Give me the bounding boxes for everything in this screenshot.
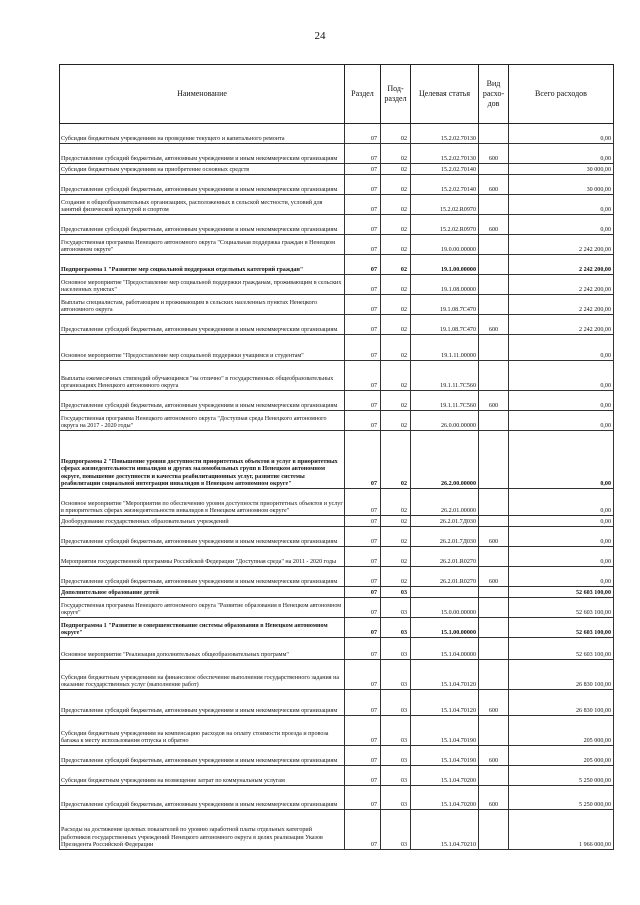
row-subsection: 03 bbox=[381, 598, 411, 618]
row-name: Основное мероприятие "Мероприятия по обеспечению уровня доступности приоритетных объектов и услуг в приоритетных сферах жизнедеятельности инвалидов в Ненецком автономном округе" bbox=[60, 489, 345, 516]
row-kind bbox=[479, 124, 509, 144]
row-name: Субсидии бюджетным учреждениям на компенсацию расходов на оплату стоимости проезда и провоза багажа к месту использования отпуска и обратно bbox=[60, 716, 345, 746]
row-amount: 0,00 bbox=[509, 391, 614, 411]
row-section: 07 bbox=[345, 315, 381, 335]
row-name: Предоставление субсидий бюджетным, автономным учреждениям и иным некоммерческим организациям bbox=[60, 746, 345, 766]
row-name: Субсидии бюджетным учреждениям на возмещение затрат по коммунальным услугам bbox=[60, 766, 345, 786]
row-section: 07 bbox=[345, 660, 381, 690]
row-amount: 0,00 bbox=[509, 527, 614, 547]
row-section: 07 bbox=[345, 335, 381, 361]
row-amount: 5 250 000,00 bbox=[509, 766, 614, 786]
row-section: 07 bbox=[345, 235, 381, 255]
budget-table bbox=[59, 64, 614, 850]
row-target: 15.1.04.70210 bbox=[411, 810, 479, 850]
row-subsection: 03 bbox=[381, 746, 411, 766]
row-kind: 600 bbox=[479, 690, 509, 716]
row-amount: 0,00 bbox=[509, 547, 614, 567]
row-section: 07 bbox=[345, 516, 381, 527]
row-target: 19.1.08.00000 bbox=[411, 275, 479, 295]
row-subsection: 03 bbox=[381, 716, 411, 746]
table-row bbox=[60, 746, 614, 766]
row-subsection: 02 bbox=[381, 489, 411, 516]
row-section: 07 bbox=[345, 431, 381, 489]
row-target: 15.1.04.70200 bbox=[411, 786, 479, 810]
row-target: 15.0.00.00000 bbox=[411, 598, 479, 618]
row-name: Предоставление субсидий бюджетным, автономным учреждениям и иным некоммерческим организациям bbox=[60, 391, 345, 411]
row-section: 07 bbox=[345, 489, 381, 516]
row-amount: 1 966 000,00 bbox=[509, 810, 614, 850]
row-subsection: 02 bbox=[381, 124, 411, 144]
row-subsection: 03 bbox=[381, 638, 411, 660]
row-target: 15.1.04.00000 bbox=[411, 638, 479, 660]
row-amount: 30 000,00 bbox=[509, 175, 614, 195]
row-name: Дополнительное образование детей bbox=[60, 587, 345, 598]
row-subsection: 03 bbox=[381, 786, 411, 810]
table-row bbox=[60, 411, 614, 431]
row-subsection: 02 bbox=[381, 431, 411, 489]
table-row bbox=[60, 315, 614, 335]
table-row bbox=[60, 164, 614, 175]
row-section: 07 bbox=[345, 295, 381, 315]
row-section: 07 bbox=[345, 275, 381, 295]
table-row bbox=[60, 587, 614, 598]
row-section: 07 bbox=[345, 786, 381, 810]
row-target: 19.1.08.7С470 bbox=[411, 295, 479, 315]
row-kind: 600 bbox=[479, 527, 509, 547]
row-name: Предоставление субсидий бюджетным, автономным учреждениям и иным некоммерческим организациям bbox=[60, 315, 345, 335]
row-section: 07 bbox=[345, 361, 381, 391]
row-amount: 30 000,00 bbox=[509, 164, 614, 175]
table-row bbox=[60, 547, 614, 567]
row-target: 26.2.01.7Д030 bbox=[411, 527, 479, 547]
row-name: Предоставление субсидий бюджетным, автономным учреждениям и иным некоммерческим организациям bbox=[60, 175, 345, 195]
row-name: Предоставление субсидий бюджетным, автономным учреждениям и иным некоммерческим организациям bbox=[60, 527, 345, 547]
row-target: 15.2.02.R0970 bbox=[411, 215, 479, 235]
row-subsection: 02 bbox=[381, 391, 411, 411]
row-amount: 5 250 000,00 bbox=[509, 786, 614, 810]
row-kind bbox=[479, 275, 509, 295]
table-row bbox=[60, 361, 614, 391]
row-name: Предоставление субсидий бюджетным, автономным учреждениям и иным некоммерческим организациям bbox=[60, 215, 345, 235]
header-kind: Вид расхо-дов bbox=[479, 65, 509, 124]
table-row bbox=[60, 598, 614, 618]
row-kind: 600 bbox=[479, 746, 509, 766]
row-target: 19.1.11.00000 bbox=[411, 335, 479, 361]
row-name: Предоставление субсидий бюджетным, автономным учреждениям и иным некоммерческим организациям bbox=[60, 690, 345, 716]
row-subsection: 02 bbox=[381, 164, 411, 175]
row-section: 07 bbox=[345, 638, 381, 660]
row-name: Подпрограмма 1 "Развитие мер социальной поддержки отдельных категорий граждан" bbox=[60, 255, 345, 275]
row-section: 07 bbox=[345, 124, 381, 144]
row-section: 07 bbox=[345, 411, 381, 431]
row-section: 07 bbox=[345, 195, 381, 215]
row-kind bbox=[479, 660, 509, 690]
row-section: 07 bbox=[345, 690, 381, 716]
row-target: 19.0.00.00000 bbox=[411, 235, 479, 255]
row-kind bbox=[479, 335, 509, 361]
row-amount: 0,00 bbox=[509, 567, 614, 587]
row-kind: 600 bbox=[479, 144, 509, 164]
row-kind bbox=[479, 411, 509, 431]
row-kind: 600 bbox=[479, 175, 509, 195]
row-amount: 0,00 bbox=[509, 489, 614, 516]
row-kind: 600 bbox=[479, 786, 509, 810]
row-target: 26.2.00.00000 bbox=[411, 431, 479, 489]
row-subsection: 03 bbox=[381, 690, 411, 716]
row-name: Выплаты ежемесячных стипендий обучающимся "на отлично" в государственных общеобразовательных организациях Ненецкого автономного округа bbox=[60, 361, 345, 391]
row-subsection: 02 bbox=[381, 215, 411, 235]
row-subsection: 02 bbox=[381, 361, 411, 391]
row-amount: 2 242 200,00 bbox=[509, 315, 614, 335]
table-row bbox=[60, 215, 614, 235]
row-target: 15.1.04.70120 bbox=[411, 690, 479, 716]
row-amount: 0,00 bbox=[509, 361, 614, 391]
row-section: 07 bbox=[345, 527, 381, 547]
row-name: Предоставление субсидий бюджетным, автономным учреждениям и иным некоммерческим организациям bbox=[60, 144, 345, 164]
row-amount: 205 000,00 bbox=[509, 746, 614, 766]
row-target: 26.2.01.R0270 bbox=[411, 567, 479, 587]
row-section: 07 bbox=[345, 547, 381, 567]
row-subsection: 02 bbox=[381, 527, 411, 547]
table-row bbox=[60, 516, 614, 527]
row-kind: 600 bbox=[479, 567, 509, 587]
row-target: 26.2.01.R0270 bbox=[411, 547, 479, 567]
row-section: 07 bbox=[345, 587, 381, 598]
row-amount: 26 830 100,00 bbox=[509, 690, 614, 716]
row-subsection: 02 bbox=[381, 547, 411, 567]
row-section: 07 bbox=[345, 255, 381, 275]
row-kind bbox=[479, 164, 509, 175]
row-name: Подпрограмма 1 "Развитие и совершенствование системы образования в Ненецком автономном округе" bbox=[60, 618, 345, 638]
header-section: Раздел bbox=[345, 65, 381, 124]
row-amount: 0,00 bbox=[509, 195, 614, 215]
row-kind bbox=[479, 431, 509, 489]
row-subsection: 02 bbox=[381, 411, 411, 431]
table-row bbox=[60, 810, 614, 850]
row-kind bbox=[479, 547, 509, 567]
table-row bbox=[60, 431, 614, 489]
row-section: 07 bbox=[345, 618, 381, 638]
row-name: Основное мероприятие "Предоставление мер социальной поддержки гражданам, проживающим в сельских населенных пунктах" bbox=[60, 275, 345, 295]
table-row bbox=[60, 716, 614, 746]
table-row bbox=[60, 618, 614, 638]
row-subsection: 02 bbox=[381, 295, 411, 315]
row-target: 19.1.08.7С470 bbox=[411, 315, 479, 335]
row-section: 07 bbox=[345, 391, 381, 411]
row-amount: 0,00 bbox=[509, 516, 614, 527]
table-row bbox=[60, 124, 614, 144]
row-target: 26.0.00.00000 bbox=[411, 411, 479, 431]
row-target: 15.2.02.70130 bbox=[411, 144, 479, 164]
row-name: Государственная программа Ненецкого автономного округа "Развитие образования в Ненецком автономном округе" bbox=[60, 598, 345, 618]
header-target: Целевая статья bbox=[411, 65, 479, 124]
table-row bbox=[60, 175, 614, 195]
row-subsection: 03 bbox=[381, 766, 411, 786]
row-kind bbox=[479, 195, 509, 215]
row-kind bbox=[479, 766, 509, 786]
row-subsection: 02 bbox=[381, 335, 411, 361]
row-target: 26.2.01.00000 bbox=[411, 489, 479, 516]
row-kind bbox=[479, 295, 509, 315]
table-row bbox=[60, 235, 614, 255]
row-section: 07 bbox=[345, 716, 381, 746]
row-amount: 2 242 200,00 bbox=[509, 295, 614, 315]
row-target: 19.1.00.00000 bbox=[411, 255, 479, 275]
row-name: Мероприятия государственной программы Российской Федерации "Доступная среда" на 2011 - 2020 годы bbox=[60, 547, 345, 567]
table-row bbox=[60, 527, 614, 547]
row-section: 07 bbox=[345, 810, 381, 850]
row-amount: 2 242 200,00 bbox=[509, 275, 614, 295]
row-name: Выплаты специалистам, работающим и проживающим в сельских населенных пунктах Ненецкого автономного округа bbox=[60, 295, 345, 315]
row-kind bbox=[479, 489, 509, 516]
row-amount: 0,00 bbox=[509, 431, 614, 489]
row-amount: 0,00 bbox=[509, 215, 614, 235]
table-row bbox=[60, 690, 614, 716]
row-amount: 52 603 100,00 bbox=[509, 587, 614, 598]
row-section: 07 bbox=[345, 164, 381, 175]
table-row bbox=[60, 195, 614, 215]
row-subsection: 02 bbox=[381, 144, 411, 164]
row-kind: 600 bbox=[479, 391, 509, 411]
row-target: 15.1.04.70190 bbox=[411, 716, 479, 746]
row-name: Основное мероприятие "Предоставление мер социальной поддержки учащимся и студентам" bbox=[60, 335, 345, 361]
row-name: Государственная программа Ненецкого автономного округа "Социальная поддержка граждан в Ненецком автономном округе" bbox=[60, 235, 345, 255]
row-section: 07 bbox=[345, 144, 381, 164]
row-amount: 52 603 100,00 bbox=[509, 638, 614, 660]
table-row bbox=[60, 144, 614, 164]
row-section: 07 bbox=[345, 175, 381, 195]
row-amount: 0,00 bbox=[509, 144, 614, 164]
row-name: Основное мероприятие "Реализация дополнительных общеобразовательных программ" bbox=[60, 638, 345, 660]
row-kind bbox=[479, 235, 509, 255]
table-row bbox=[60, 255, 614, 275]
row-subsection: 03 bbox=[381, 810, 411, 850]
row-amount: 205 000,00 bbox=[509, 716, 614, 746]
row-amount: 2 242 200,00 bbox=[509, 255, 614, 275]
row-amount: 26 830 100,00 bbox=[509, 660, 614, 690]
row-amount: 0,00 bbox=[509, 411, 614, 431]
table-row bbox=[60, 489, 614, 516]
row-target: 15.1.00.00000 bbox=[411, 618, 479, 638]
header-subsection: Под-раздел bbox=[381, 65, 411, 124]
table-row bbox=[60, 638, 614, 660]
row-amount: 0,00 bbox=[509, 335, 614, 361]
row-section: 07 bbox=[345, 598, 381, 618]
row-section: 07 bbox=[345, 567, 381, 587]
row-subsection: 03 bbox=[381, 618, 411, 638]
row-subsection: 02 bbox=[381, 195, 411, 215]
row-target: 15.1.04.70200 bbox=[411, 766, 479, 786]
row-subsection: 02 bbox=[381, 275, 411, 295]
row-kind bbox=[479, 598, 509, 618]
table-row bbox=[60, 786, 614, 810]
row-subsection: 03 bbox=[381, 587, 411, 598]
table-row bbox=[60, 295, 614, 315]
row-target: 19.1.11.7С560 bbox=[411, 361, 479, 391]
row-section: 07 bbox=[345, 215, 381, 235]
row-name: Субсидии бюджетным учреждениям на приобретение основных средств bbox=[60, 164, 345, 175]
row-subsection: 02 bbox=[381, 175, 411, 195]
row-section: 07 bbox=[345, 746, 381, 766]
row-kind bbox=[479, 255, 509, 275]
row-subsection: 02 bbox=[381, 235, 411, 255]
row-subsection: 02 bbox=[381, 516, 411, 527]
row-kind bbox=[479, 618, 509, 638]
row-amount: 0,00 bbox=[509, 124, 614, 144]
header-name: Наименование bbox=[60, 65, 345, 124]
row-kind bbox=[479, 638, 509, 660]
row-section: 07 bbox=[345, 766, 381, 786]
row-amount: 52 603 100,00 bbox=[509, 598, 614, 618]
row-name: Субсидии бюджетным учреждениям на проведение текущего и капитального ремонта bbox=[60, 124, 345, 144]
row-name: Дооборудование государственных образовательных учреждений bbox=[60, 516, 345, 527]
row-target: 15.1.04.70190 bbox=[411, 746, 479, 766]
header-total: Всего расходов bbox=[509, 65, 614, 124]
row-name: Субсидии бюджетным учреждениям на финансовое обеспечение выполнения государственного задания на оказание государственных услуг (выполнение работ) bbox=[60, 660, 345, 690]
row-kind bbox=[479, 516, 509, 527]
row-subsection: 02 bbox=[381, 255, 411, 275]
page-number: 24 bbox=[314, 30, 326, 42]
row-target bbox=[411, 587, 479, 598]
row-name: Предоставление субсидий бюджетным, автономным учреждениям и иным некоммерческим организациям bbox=[60, 786, 345, 810]
table-row bbox=[60, 275, 614, 295]
row-kind bbox=[479, 587, 509, 598]
row-subsection: 02 bbox=[381, 567, 411, 587]
table-row bbox=[60, 660, 614, 690]
row-target: 15.1.04.70120 bbox=[411, 660, 479, 690]
row-kind bbox=[479, 361, 509, 391]
row-name: Расходы на достижение целевых показателей по уровню заработной платы отдельных категорий работников государственных учреждений Ненецкого автономного округа в целях реализации Указов Президента Российской Федерации bbox=[60, 810, 345, 850]
row-kind bbox=[479, 716, 509, 746]
row-name: Государственная программа Ненецкого автономного округа "Доступная среда Ненецкого автономного округа на 2017 - 2020 годы" bbox=[60, 411, 345, 431]
row-target: 15.2.02.R0970 bbox=[411, 195, 479, 215]
row-target: 19.1.11.7С560 bbox=[411, 391, 479, 411]
row-name: Предоставление субсидий бюджетным, автономным учреждениям и иным некоммерческим организациям bbox=[60, 567, 345, 587]
row-subsection: 02 bbox=[381, 315, 411, 335]
row-amount: 52 603 100,00 bbox=[509, 618, 614, 638]
row-kind: 600 bbox=[479, 315, 509, 335]
table-row bbox=[60, 335, 614, 361]
table-header-row bbox=[60, 65, 614, 124]
row-amount: 2 242 200,00 bbox=[509, 235, 614, 255]
table-row bbox=[60, 766, 614, 786]
row-target: 15.2.02.70130 bbox=[411, 124, 479, 144]
row-target: 26.2.01.7Д030 bbox=[411, 516, 479, 527]
row-target: 15.2.02.70140 bbox=[411, 175, 479, 195]
row-kind: 600 bbox=[479, 215, 509, 235]
row-target: 15.2.02.70140 bbox=[411, 164, 479, 175]
table-row bbox=[60, 567, 614, 587]
row-name: Создание в общеобразовательных организациях, расположенных в сельской местности, условий для занятий физической культурой и спортом bbox=[60, 195, 345, 215]
row-name: Подпрограмма 2 "Повышение уровня доступности приоритетных объектов и услуг в приоритетных сферах жизнедеятельности инвалидов и других маломобильных групп в Ненецком автономном округе, повышение доступности и качества реабилитационных услуг, развитие системы реабилитации социальной интеграции инвалидов в Ненецком автономном округе" bbox=[60, 431, 345, 489]
row-kind bbox=[479, 810, 509, 850]
table-row bbox=[60, 391, 614, 411]
row-subsection: 03 bbox=[381, 660, 411, 690]
